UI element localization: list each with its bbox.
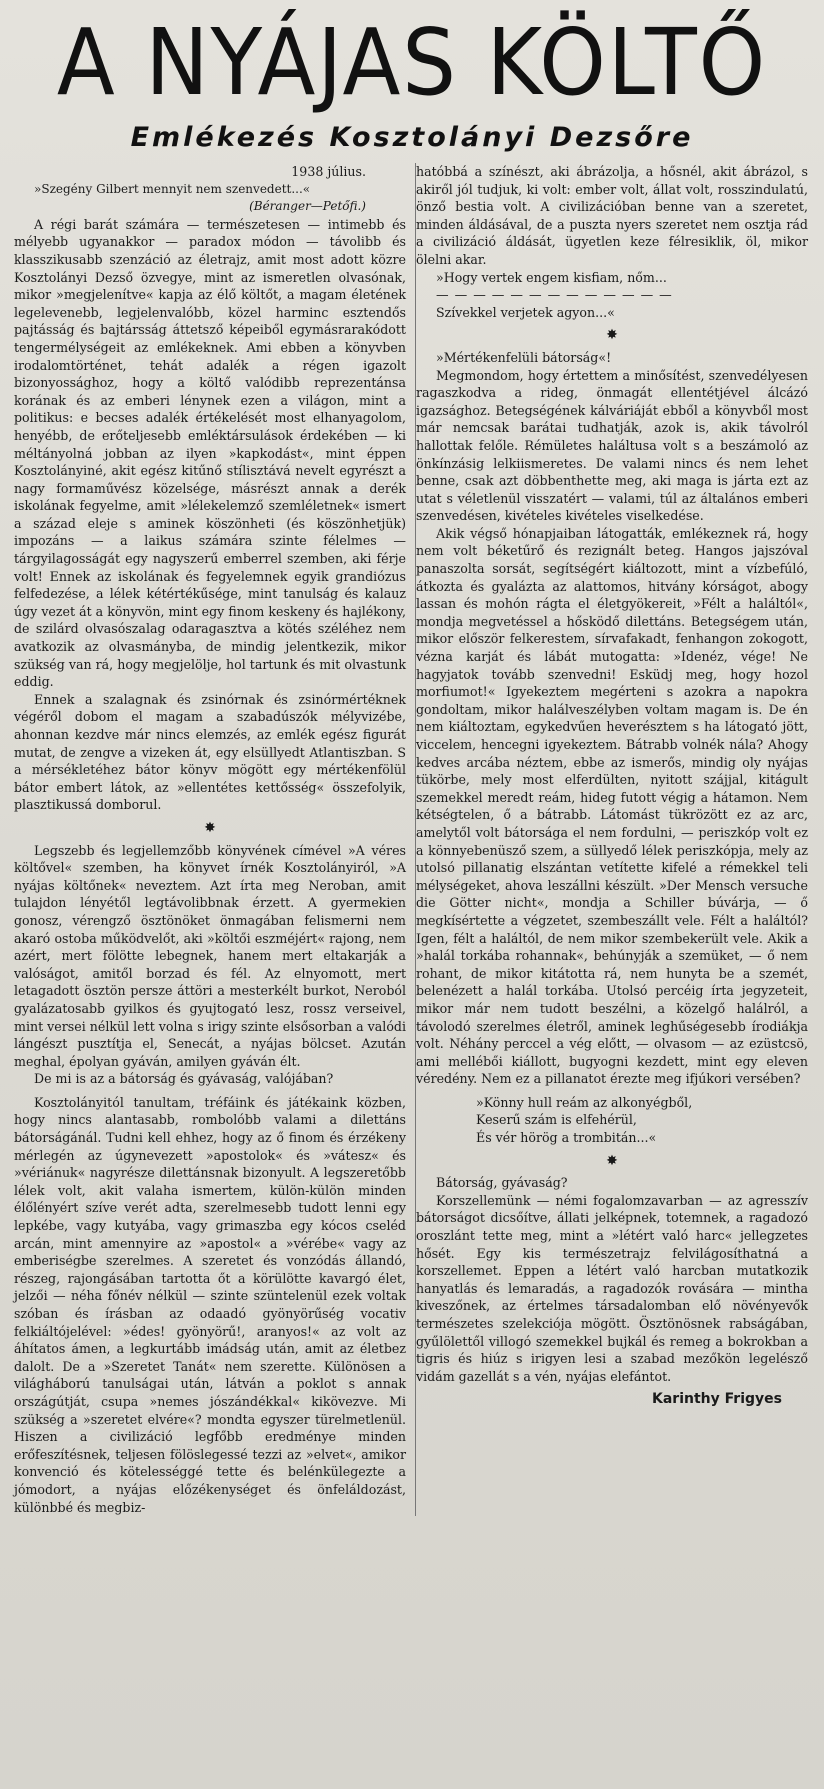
- paragraph: Akik végső hónapjaiban látogatták, emlékeznek rá, hogy nem volt béketűrő és rezignált beteg. Hangos jajszóval panaszolta sorsát, segítségért kiáltozott, mint a vízbefúló, átkozta és gyalázta az alattomos, hitvány kórságot, abogy lassan és mohón rágta el életgyökereit, »Félt a haláltól«, mondja megvetéssel a hősködő dilettáns. Betegségem után, mikor először felkerestem, sírvafakadt, fenhangon zokogott, vézna karját és lábát mutogatta: »Idenéz, vége! Ne hagyjatok tovább szenvedni! Esküdj meg, hogy hozol morfiumot!« Igyekeztem megérteni s azokra a napokra gondoltam, mikor halálveszélyben voltam magam is. De én nem kiáltoztam, egykedvűen heverésztem s ha látogató jött, viccelem, hencegni igyekeztem. Bátrabb volnék nála? Ahogy kedves arcába néztem, ebbe az ismerős, mindig oly nyájas tükörbe, mely most elferdülten, nyitott szájjal, kitágult szemekkel meredt reám, hideg futott végig a hátamon. Nem kétségtelen, ő a bátrabb. Látomást tükrözött ez az arc, amelytől volt bátorsága el nem fordulni, — periszkóp volt ez a könnyebenüsző szem, a süllyedő lélek periszkópja, mely az utolsó pillanatig elszántan vetítette kifelé a rémekkel teli mélységeket, ahova leszállni készült. »Der Mensch versuche die Götter nicht«, mondja a Schiller búvárja, — ő megkísértette a végzetet, szembeszállt vele. Félt a haláltól? Igen, félt a haláltól, de nem mikor szembekerült vele. Akik a »halál torkába rohannak«, behúnyják a szemüket, — ő nem rohant, de mikor kitátotta rá, nem hunyta be a szemét, belenézett a halál torkába. Utolsó percéig írta jegyzeteit, mikor már nem tudott beszélni, a közelgő halálról, a távolodó szerelmes életről, aminek leghűségesebb írodiákja volt. Néhány perccel a vég előtt, — olvasom — az ezüstcsö, ami mellébői kiállott, bugyogni kezdett, mint egy eleven véredény. Nem ez a pillanatot érezte meg ifjúkori versében?: [416, 525, 808, 1087]
- article-subtitle: Emlékezés Kosztolányi Dezsőre: [130, 122, 694, 153]
- poem-line: »Könny hull reám az alkonyégből,: [476, 1094, 693, 1110]
- paragraph: Korszellemünk — némi fogalomzavarban — az agresszív bátorságot dicsőítve, állati jelképnek, totemnek, a ragadozó oroszlánt tette meg, mint a »létért való harc« jellegzetes hősét. Egy kis természetrajz felvilágosíthatná a korszellemet. Eppen a létért való harcban mutatkozik hanyatlás és lemaradás, a ragadozók rovására — mintha kiveszőnek, az értelmes társadalomban elő növényevők természetes szelekciója mögött. Ösztönösnek rabságában, gyűlölettől villogó szemekkel bujkál és remeg a bokrokban a tigris és hiúz s irigyen lesi a szabad mezőkön legelésző vidám gazellát s a vén, nyájas elefántot.: [416, 1192, 808, 1384]
- article-columns: [14, 163, 810, 1516]
- quote-line: Szívekkel verjetek agyon...«: [436, 304, 615, 320]
- quote-line: »Hogy vertek engem kisfiam, nőm...: [436, 269, 667, 285]
- section-star: ✸: [204, 819, 216, 836]
- paragraph: Ennek a szalagnak és zsinórnak és zsinórmértéknek végéről dobom el magam a szabadúszók mélyvizébe, ahonnan kezdve már nincs elemzés, az emlék egész figurát mutat, de zengve a vizeken át, egy elsüllyedt Atlantiszban. S a mérsékletéhez bátor könyv mögött egy mértékenfölül bátor embert látok, az »ellentétes kettősség« összefolyik, plasztikussá domborul.: [14, 691, 406, 813]
- author-signature: Karinthy Frigyes: [652, 1391, 782, 1408]
- paragraph: »Mértékenfelüli bátorság«!: [436, 349, 612, 365]
- poem-line: És vér hörög a trombitán...«: [476, 1130, 657, 1146]
- dash-line: — — — — — — — — — — — — —: [436, 287, 673, 303]
- paragraph: Kosztolányitól tanultam, tréfáink és játékaink közben, hogy nincs alantasabb, rombolóbb valami a dilettáns bátorságánál. Tudni kell ehhez, hogy az ő finom és érzékeny mérlegén az úgynevezett »apostolok« és »vátesz« és »vériánuk« nagyrésze dilettánsnak bizonyult. A legszeretőbb lélek volt, akit valaha ismertem, külön-külön minden élőlényért szíve verét adta, szerelmesebb tudott lenni egy lepkébe, vagy kutyába, vagy grimaszba egy kócos cseléd arcán, mint amennyire az »apostol« a »vérébe« vagy az emberiségbe szerelmes. A szeretet és vonzódás állandó, részeg, rajongásában tartotta őt a körülötte kavargó élet, jelzői — néha főnév nélkül — szinte szüntelenül ezek voltak szóban és írásban az odaadó gyönyörűség vocativ felkiáltójelével: »édes! gyönyörű!, aranyos!« az volt az áhítatos ámen, a legkurtább imádság után, amit az életbez dalolt. De a »Szeretet Tanát« nem szerette. Különösen a világháború tanulságai után, látván a poklot s annak országútját, csupa »nemes jószándékkal« kikövezve. Mi szükség a »szeretet elvére«? mondta egyszer türelmetlenül. Hiszen a civilizáció legfőbb eredménye minden erőfeszítésnek, teljesen fölöslegessé tezzi az »elvet«, amikor konvenció és kötelességgé tette és belénkülegezte a jómodort, a nyájas előzékenységet és önfeláldozást, különbbé és megbiz-: [14, 1094, 406, 1515]
- paragraph: Bátorság, gyávaság?: [436, 1175, 568, 1191]
- section-star: ✸: [606, 1152, 618, 1169]
- date-line: 1938 július.: [291, 164, 366, 179]
- paragraph: A régi barát számára — természetesen — intimebb és mélyebb ugyanakkor — paradox módon — távolibb és klasszikusabb szenzáció az életrajz, amit most adott közre Kosztolányi Dezső özvegye, mint az ismeretlen olvasónak, mikor »megjelenítve« kapja az élő költőt, a magam életének legelevenebb, legjelenvalóbb, közel harminc esztendős pajtásság és bajtársság áttetsző képeiből egymásrarakódott tengermélységeit az emlékeknek. Ami ebben a könyvben irodalomtörténet, tehát adalék a régen igazolt bizonyossághoz, hogy a költő valódibb reprezentánsa korának és az emberi lénynek ezen a világon, mint a politikus: e becses adalék értékelését most elhanyagolom, henyébb, de erőteljesebb emléktársulások érdekében — ki méltányolná jobban az ilyen »kapkodást«, mint éppen Kosztolányiné, akit egész kitűnő stílisztává nevelt egyrészt a nagy formaművész közelsége, másrészt annak a derék iskolának fegyelme, amit »lélekelemző szemléletnek« ismert a század eleje s aminek köszönheti (és köszönhetjük) impozáns — a laikus számára szinte félelmes — tárgyilagosságát egy nagyszerű emberrel szemben, aki férje volt! Ennek az iskolának és fegyelemnek egyik grandiózus felfedezése, a lélek kétértékűsége, mint tanulság és kalauz úgy vezet át a könyvön, mint egy finom keskeny és hajlékony, de szilárd olvasószalag odaragasztva a kötés széléhez nem avatkozik az olvasmányba, de mindig jelentkezik, mikor szükség van rá, hogy megjelölje, hol tartunk és mit olvastunk eddig.: [14, 216, 406, 690]
- paragraph: hatóbbá a színészt, aki ábrázolja, a hősnél, akit ábrázol, s akiről jól tudjuk, ki volt: ember volt, állat volt, rosszindulatú, önző bestia volt. A civilizációban benne van a szeretet, minden áldásával, de a puszta nyers szeretet nem osztja rád a civilizáció áldását, ügyetlen keze félresiklik, öl, mikor ölelni akar.: [416, 164, 808, 267]
- article-title: A NYÁJAS KÖLTŐ: [56, 9, 768, 116]
- poem-line: Keserű szám is elfehérül,: [476, 1112, 637, 1128]
- epigraph-source: (Béranger—Petőfi.): [249, 199, 366, 214]
- paragraph: Megmondom, hogy értettem a minősítést, szenvedélyesen ragaszkodva a rideg, önmagát ellentétjével álcázó igazsághoz. Betegségének kálváriáját ebből a könyvből most már nemcsak barátai tudhatják, azok is, akik távolról hallottak felőle. Rémületes haláltusa volt s a beszámoló az önkínzásig lelkiismeretes. De valami nincs és nem lehet benne, csak azt döbbenthette meg, aki maga is járta ezt az utat s véletlenül visszatért — valami, túl az általános emberi szenvedésen, kivételes kivételes viselkedése.: [416, 367, 808, 524]
- paragraph: Legszebb és legjellemzőbb könyvének címével »A véres költővel« szemben, ha könyvet írnék Kosztolányiról, »A nyájas költőnek« neveztem. Azt írta meg Neroban, amit tulajdon lényétől legtávolibbnak érzett. A gyermekien gonosz, vérengző ösztönöket önmagában felismerni nem akaró ostoba működvelőt, aki »költői eszméjért« rajong, nem azért, mert fölötte lebegnek, hanem mert eltakarják a valóságot, amitől borzad és fél. Az elnyomott, mert letagadott ösztön persze áttöri a mesterkélt burkot, Neroból gyalázatosabb gyilkos és gyujtogató lesz, rossz verseivel, mint versei nélkül lett volna s irigy szinte elsősorban a valódi lángészt pusztítja el, Senecát, a nyájas bölcset. Azután meghal, épolyan gyáván, amilyen gyáván élt.: [14, 842, 406, 1069]
- paragraph: De mi is az a bátorság és gyávaság, valójában?: [34, 1071, 334, 1087]
- column-divider: [415, 163, 416, 1516]
- left-column: [14, 163, 406, 1516]
- poem-quote: [416, 1094, 808, 1147]
- right-column: [416, 163, 808, 1516]
- section-star: ✸: [606, 327, 618, 344]
- epigraph-text: »Szegény Gilbert mennyit nem szenvedett...«: [34, 181, 311, 196]
